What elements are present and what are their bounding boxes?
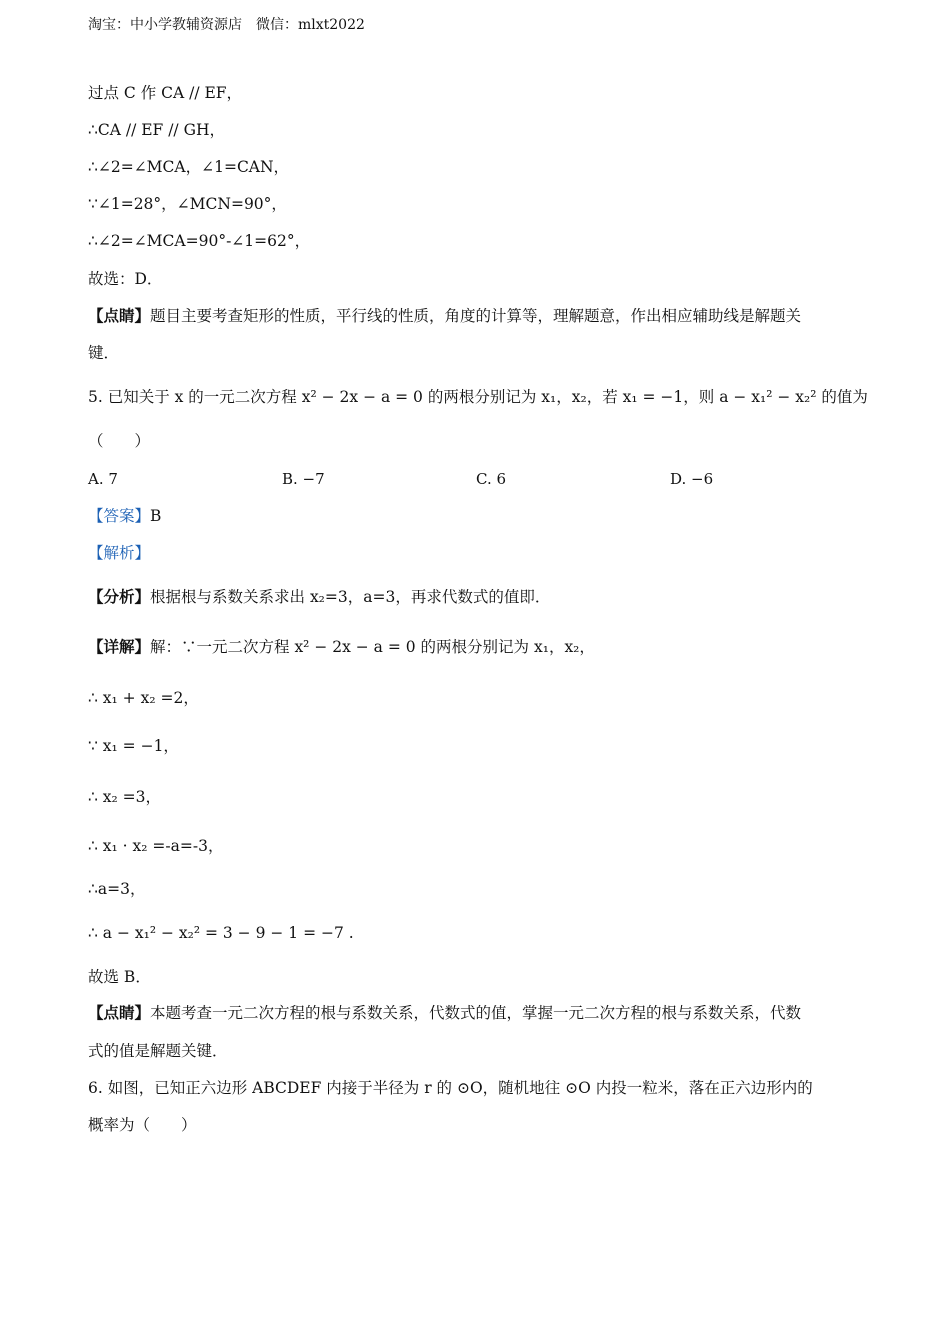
comment-line: 【点睛】题目主要考查矩形的性质，平行线的性质，角度的计算等，理解题意，作出相应辅助线是解题关: [88, 306, 802, 325]
comment-tag: 【点睛】: [88, 306, 151, 325]
detail-line: 【详解】解：∵一元二次方程 x² − 2x − a = 0 的两根分别记为 x₁，x₂，: [88, 637, 595, 656]
step-line: ∵ x₁ = −1，: [88, 737, 179, 755]
option-a: A. 7: [88, 470, 118, 488]
text-line: 式的值是解题关键．: [88, 1042, 228, 1060]
answer-tag: 【答案】: [88, 507, 151, 525]
text-line: 键．: [88, 344, 120, 362]
text-line: 过点 C 作 CA // EF，: [88, 84, 243, 102]
text-line: 故选 B．: [88, 968, 151, 986]
text-line: ∴CA // EF // GH，: [88, 121, 225, 139]
step-line: ∴ x₂ =3，: [88, 788, 162, 806]
option-d: D. −6: [670, 470, 714, 488]
text-line: ∴∠2=∠MCA，∠1=CAN，: [88, 158, 290, 176]
question-5: 5. 已知关于 x 的一元二次方程 x² − 2x − a = 0 的两根分别记为 x₁，x₂，若 x₁ = −1，则 a − x₁² − x₂² 的值为: [88, 388, 868, 406]
step-line: ∴ x₁ · x₂ =-a=-3，: [88, 837, 224, 855]
question-5-blank: （ ）: [88, 432, 151, 450]
comment-line: 【点睛】本题考查一元二次方程的根与系数关系，代数式的值，掌握一元二次方程的根与系数关系，代数: [88, 1003, 802, 1022]
text-line: ∵∠1=28°，∠MCN=90°，: [88, 195, 287, 213]
question-6: 6. 如图，已知正六边形 ABCDEF 内接于半径为 r 的 ⊙O，随机地往 ⊙O 内投一粒米，落在正六边形内的: [88, 1079, 813, 1097]
step-line: ∴ x₁ + x₂ =2，: [88, 689, 199, 707]
step-line: ∴ a − x₁² − x₂² = 3 − 9 − 1 = −7 .: [88, 924, 354, 942]
option-b: B. −7: [282, 470, 325, 488]
analysis-subtag: 【分析】: [88, 587, 151, 606]
answer-line: [88, 505, 161, 527]
detail-tag: 【详解】: [88, 637, 151, 656]
question-6-cont: 概率为（ ）: [88, 1116, 197, 1134]
page-header: 淘宝：中小学教辅资源店 微信：mlxt2022: [88, 17, 365, 33]
option-c: C. 6: [476, 470, 507, 488]
text-line: 故选：D．: [88, 270, 163, 288]
comment-tag: 【点睛】: [88, 1003, 151, 1022]
answer-value: B: [150, 507, 162, 525]
analysis-tag: 【解析】: [88, 544, 151, 562]
text-line: ∴∠2=∠MCA=90°-∠1=62°，: [88, 232, 311, 250]
analysis-line: 【分析】根据根与系数关系求出 x₂=3，a=3，再求代数式的值即．: [88, 587, 551, 606]
step-line: ∴a=3，: [88, 880, 146, 898]
